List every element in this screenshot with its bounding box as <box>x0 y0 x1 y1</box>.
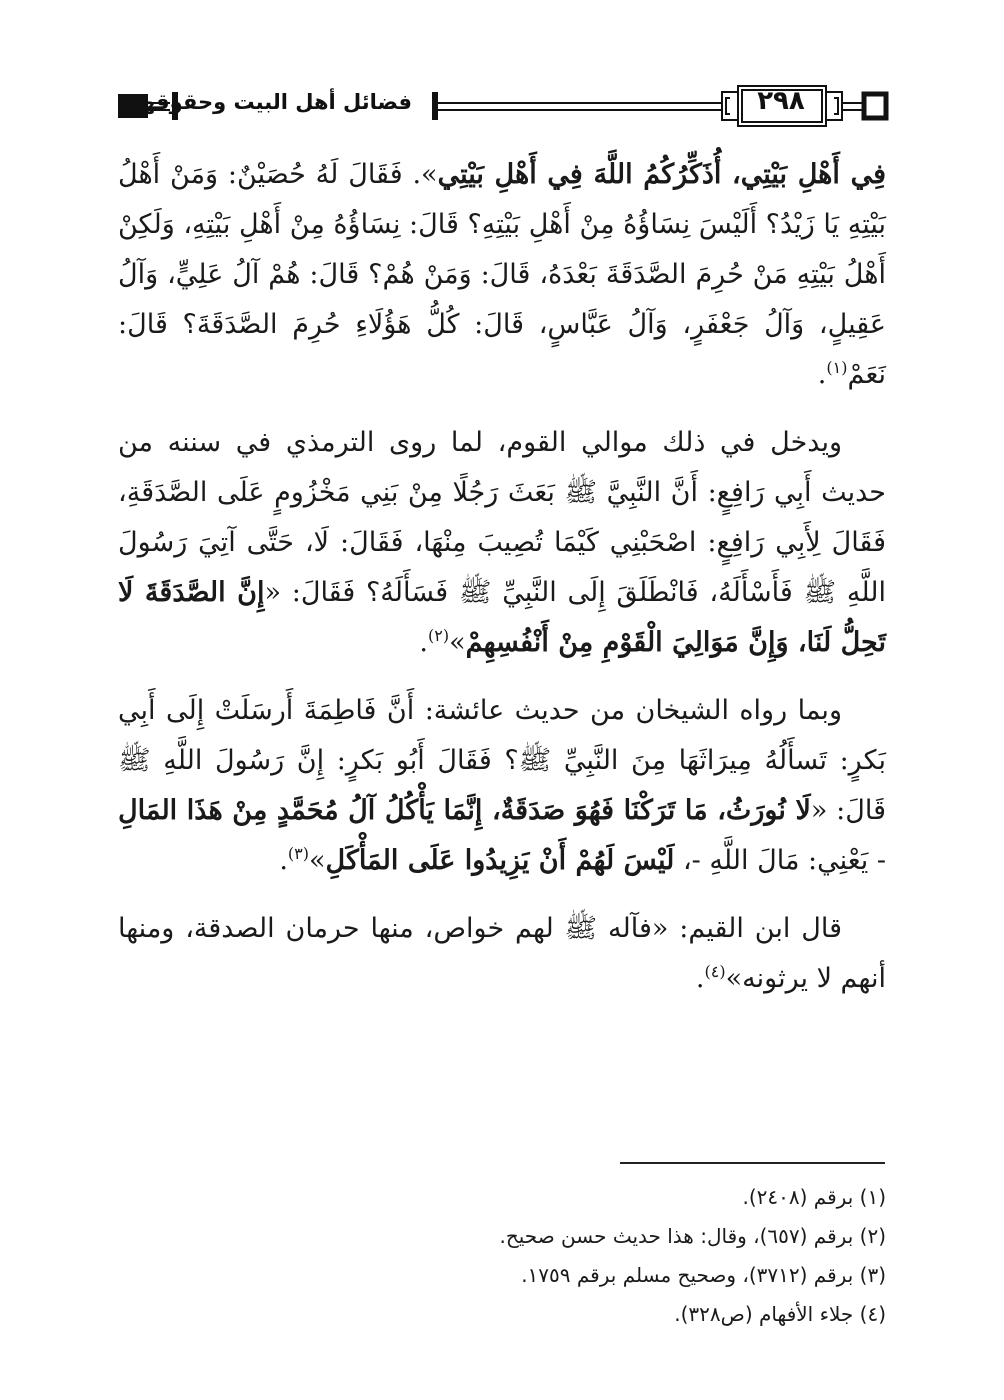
body-text: وبما رواه الشيخان من حديث عائشة: أَنَّ فَاطِمَةَ أَرسَلَتْ إِلَى أَبِي بَكرٍ: تَسأَلُهُ مِيرَاثَهَا مِنَ النَّبِيِّ ﷺ؟ فَقَالَ أَبُو بَكرٍ: إِنَّ رَسُولَ اللَّهِ ﷺ قَالَ: « <box>118 695 887 826</box>
body-text: ويدخل في ذلك موالي القوم، لما روى الترمذي في سننه من حديث أَبِي رَافِعٍ: أَنَّ النَّبِيَّ ﷺ بَعَثَ رَجُلًا مِنْ بَنِي مَخْزُومٍ عَلَى الصَّدَقَةِ، فَقَالَ لِأَبِي رَافِعٍ: اصْحَبْنِي كَيْمَا تُصِيبَ مِنْهَا، فَقَالَ: لَا، حَتَّى آتِيَ رَسُولَ اللَّهِ ﷺ فَأَسْأَلَهُ، فَانْطَلَقَ إِلَى النَّبِيِّ ﷺ فَسَأَلَهُ؟ فَقَالَ: « <box>118 427 886 608</box>
paragraph-4 <box>118 904 886 1004</box>
footnote-ref-3: (٣) <box>287 844 310 863</box>
footnote-1: (١) برقم (٢٤٠٨). <box>742 1185 886 1209</box>
book-title: فضائل أهل البيت وحقوقهم <box>125 90 412 114</box>
page-body <box>118 150 886 1022</box>
hadith-text: لَا نُورَثُ، مَا تَرَكْنَا فَهُوَ صَدَقَةٌ، إِنَّمَا يَأْكُلُ آلُ مُحَمَّدٍ مِنْ هَذَا المَالِ <box>118 795 811 826</box>
hadith-text: لَيْسَ لَهُمْ أَنْ يَزِيدُوا عَلَى المَأْكَلِ <box>325 845 675 876</box>
paragraph-2 <box>118 418 886 668</box>
paragraph-3 <box>118 686 886 886</box>
footnote-2: (٢) برقم (٦٥٧)، وقال: هذا حديث حسن صحيح. <box>499 1224 886 1248</box>
page-number: ٢٩٨ <box>757 86 805 116</box>
body-text: . <box>419 627 429 658</box>
body-text: » <box>449 627 466 658</box>
body-text: . <box>695 963 705 994</box>
body-text: . <box>279 845 288 876</box>
footnote-4: (٤) جلاء الأفهام (ص٣٢٨). <box>674 1302 886 1326</box>
page-header <box>0 0 1004 150</box>
body-text: » <box>309 845 326 876</box>
footnote-ref-1: (١) <box>826 358 848 377</box>
hadith-text: إِنَّ الصَّدَقَةَ لَا تَحِلُّ لَنَا، وَإِنَّ مَوَالِيَ الْقَوْمِ مِنْ أَنْفُسِهِمْ <box>118 577 886 658</box>
footnote-separator <box>620 1162 885 1164</box>
hadith-text: فِي أَهْلِ بَيْتِي، أُذَكِّرُكُمُ اللَّهَ فِي أَهْلِ بَيْتِي <box>437 159 886 190</box>
footnote-3: (٣) برقم (٣٧١٢)، وصحيح مسلم برقم ١٧٥٩. <box>521 1263 886 1287</box>
paragraph-1 <box>118 150 886 400</box>
footnote-ref-2: (٢) <box>428 626 450 645</box>
body-text: قال ابن القيم: «فآله ﷺ لهم خواص، منها حرمان الصدقة، ومنها أنهم لا يرثونه» <box>118 913 886 994</box>
body-text: - يَعْنِي: مَالَ اللَّهِ -، <box>674 845 886 876</box>
body-text: . <box>817 359 827 390</box>
body-text: ». فَقَالَ لَهُ حُصَيْنٌ: وَمَنْ أَهْلُ بَيْتِهِ يَا زَيْدُ؟ أَلَيْسَ نِسَاؤُهُ مِنْ أَهْلِ بَيْتِهِ؟ قَالَ: نِسَاؤُهُ مِنْ أَهْلِ بَيْتِهِ، وَلَكِنْ أَهْلُ بَيْتِهِ مَنْ حُرِمَ الصَّدَقَةَ بَعْدَهُ، قَالَ: وَمَنْ هُمْ؟ قَالَ: هُمْ آلُ عَلِيٍّ، وَآلُ عَقِيلٍ، وَآلُ جَعْفَرٍ، وَآلُ عَبَّاسٍ، قَالَ: كُلُّ هَؤُلَاءِ حُرِمَ الصَّدَقَةَ؟ قَالَ: نَعَمْ <box>118 159 886 390</box>
footnotes <box>118 1178 886 1334</box>
header-ornament <box>0 0 1004 150</box>
footnote-ref-4: (٤) <box>704 962 726 981</box>
